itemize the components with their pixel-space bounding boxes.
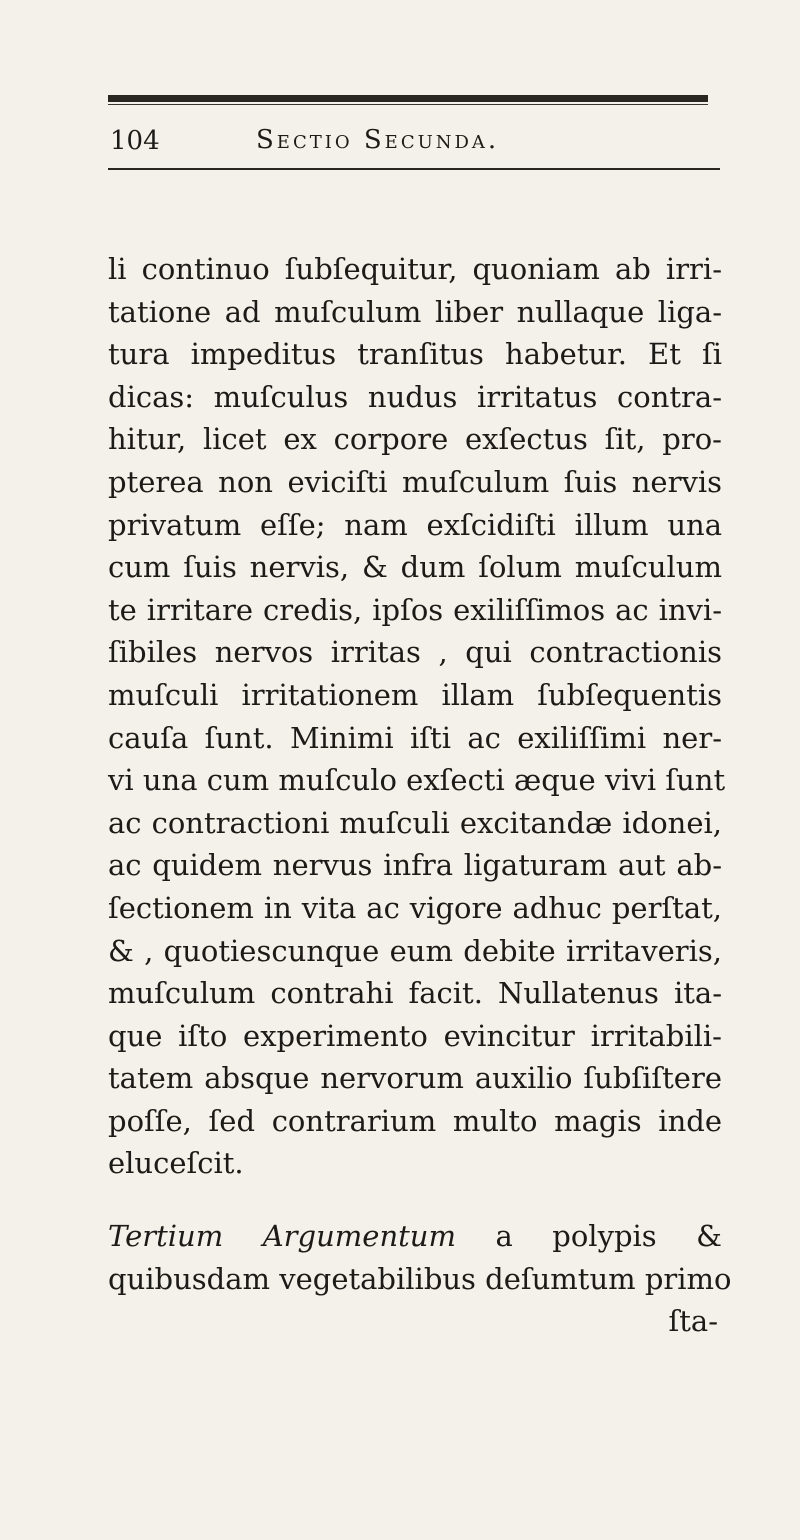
text-line: muſculi irritationem illam ſubſequentis <box>108 677 722 712</box>
text-line: tatem absque nervorum auxilio ſubſiſtere <box>108 1061 722 1096</box>
paragraph-gap <box>108 1185 722 1215</box>
top-thin-rule <box>108 104 708 105</box>
page-number: 104 <box>110 126 160 156</box>
text-line: cum ſuis nervis, & dum ſolum muſculum <box>108 550 722 585</box>
body-text <box>108 248 732 1343</box>
catchword: ſta- <box>668 1304 718 1339</box>
text-line: & , quotiescunque eum debite irritaveris, <box>108 933 722 968</box>
argument-line <box>108 1215 722 1258</box>
text-line: poſſe, ſed contrarium multo magis inde <box>108 1103 722 1138</box>
text-line: dicas: muſculus nudus irritatus contra- <box>108 379 722 414</box>
text-line: hitur, licet ex corpore exſectus ſit, pro- <box>108 422 722 457</box>
text-line: te irritare credis, ipſos exiliſſimos ac invi- <box>108 592 722 627</box>
text-line: privatum eſſe; nam exſcidiſti illum una <box>108 507 722 542</box>
text-line: ſibiles nervos irritas , qui contractionis <box>108 635 722 670</box>
argument-heading: Tertium Argumentum <box>108 1219 456 1254</box>
argument-line-rest: a polypis & <box>455 1219 722 1254</box>
text-line: vi una cum muſculo exſecti æque vivi ſunt <box>108 763 726 798</box>
text-line: li continuo ſubſequitur, quoniam ab irri- <box>108 252 722 286</box>
text-line: tatione ad muſculum liber nullaque liga- <box>108 294 722 329</box>
text-line: ac quidem nervus infra ligaturam aut ab- <box>108 848 722 883</box>
top-decorative-rule <box>108 95 708 102</box>
text-line: muſculum contrahi facit. Nullatenus ita- <box>108 976 722 1011</box>
section-title: Sectio Secunda. <box>256 125 500 155</box>
running-head <box>110 122 710 162</box>
text-line: que iſto experimento evincitur irritabili- <box>108 1018 722 1053</box>
text-line: quibusdam vegetabilibus deſumtum primo <box>108 1261 732 1296</box>
text-line: pterea non eviciſti muſculum ſuis nervis <box>108 464 722 499</box>
text-line: tura impeditus tranſitus habetur. Et ſi <box>108 337 722 372</box>
text-line: ſectionem in vita ac vigore adhuc perſtat, <box>108 890 722 925</box>
header-rule <box>108 168 720 170</box>
text-line: ac contractioni muſculi excitandæ idonei, <box>108 805 722 840</box>
text-line: cauſa ſunt. Minimi iſti ac exiliſſimi ner- <box>108 720 722 755</box>
text-line: eluceſcit. <box>108 1146 244 1181</box>
